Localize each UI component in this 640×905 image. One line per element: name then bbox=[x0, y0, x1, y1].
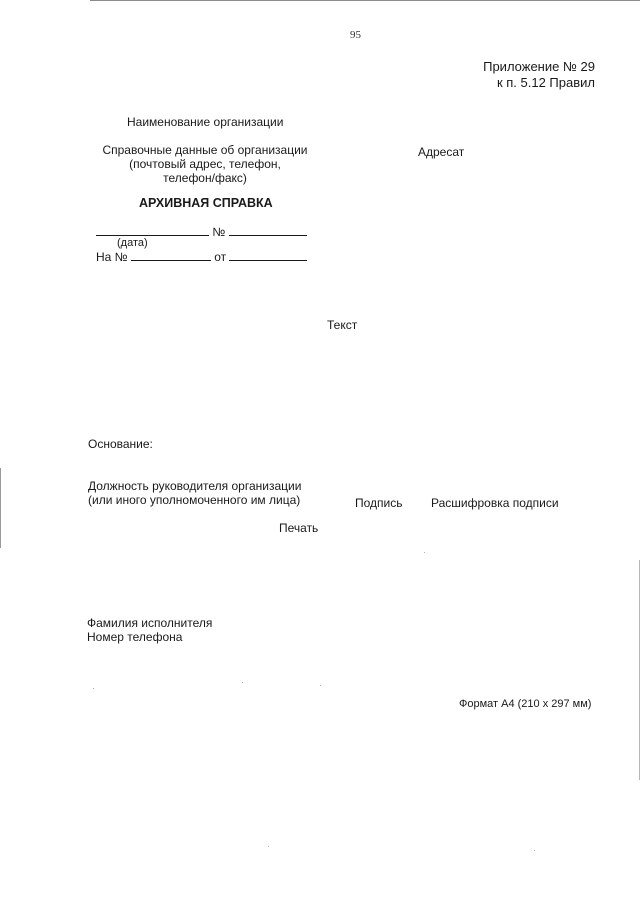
addressee-label: Адресат bbox=[418, 145, 465, 159]
appendix-line-1: Приложение № 29 bbox=[483, 59, 595, 74]
reference-row bbox=[96, 249, 307, 264]
signature-label: Подпись bbox=[355, 496, 403, 510]
appendix-line-2: к п. 5.12 Правил bbox=[496, 75, 595, 90]
scan-speck bbox=[320, 685, 321, 686]
scan-speck bbox=[242, 682, 243, 683]
paper-format-note: Формат А4 (210 х 297 мм) bbox=[459, 698, 592, 710]
number-sign: № bbox=[212, 225, 226, 239]
date-blank-line bbox=[96, 224, 209, 236]
scan-speck bbox=[534, 850, 535, 851]
page-number: 95 bbox=[350, 29, 361, 41]
scan-speck bbox=[268, 846, 269, 847]
reference-date-line bbox=[229, 249, 307, 261]
reference-number-line bbox=[131, 249, 211, 261]
number-blank-line bbox=[229, 224, 307, 236]
position-line-1: Должность руководителя организации bbox=[88, 479, 302, 493]
stamp-label: Печать bbox=[279, 521, 319, 535]
org-details-line-1: Справочные данные об организации bbox=[102, 143, 308, 157]
basis-label: Основание: bbox=[88, 437, 153, 451]
org-name-label: Наименование организации bbox=[127, 115, 284, 129]
reference-prefix: На № bbox=[96, 250, 128, 264]
doc-title: АРХИВНАЯ СПРАВКА bbox=[139, 196, 273, 210]
body-text-placeholder: Текст bbox=[327, 318, 358, 332]
org-details-line-3: телефон/факс) bbox=[163, 171, 247, 185]
signature-decode-label: Расшифровка подписи bbox=[431, 496, 559, 510]
org-details-line-2: (почтовый адрес, телефон, bbox=[129, 157, 281, 171]
scan-left-edge-mark bbox=[0, 468, 1, 548]
reference-from: от bbox=[214, 250, 227, 264]
executor-phone-label: Номер телефона bbox=[87, 630, 183, 644]
date-hint: (дата) bbox=[117, 237, 148, 249]
executor-name-label: Фамилия исполнителя bbox=[87, 616, 213, 630]
scan-top-edge bbox=[90, 0, 640, 1]
scan-speck bbox=[424, 552, 425, 553]
position-line-2: (или иного уполномоченного им лица) bbox=[88, 493, 301, 507]
scan-speck bbox=[93, 688, 94, 689]
